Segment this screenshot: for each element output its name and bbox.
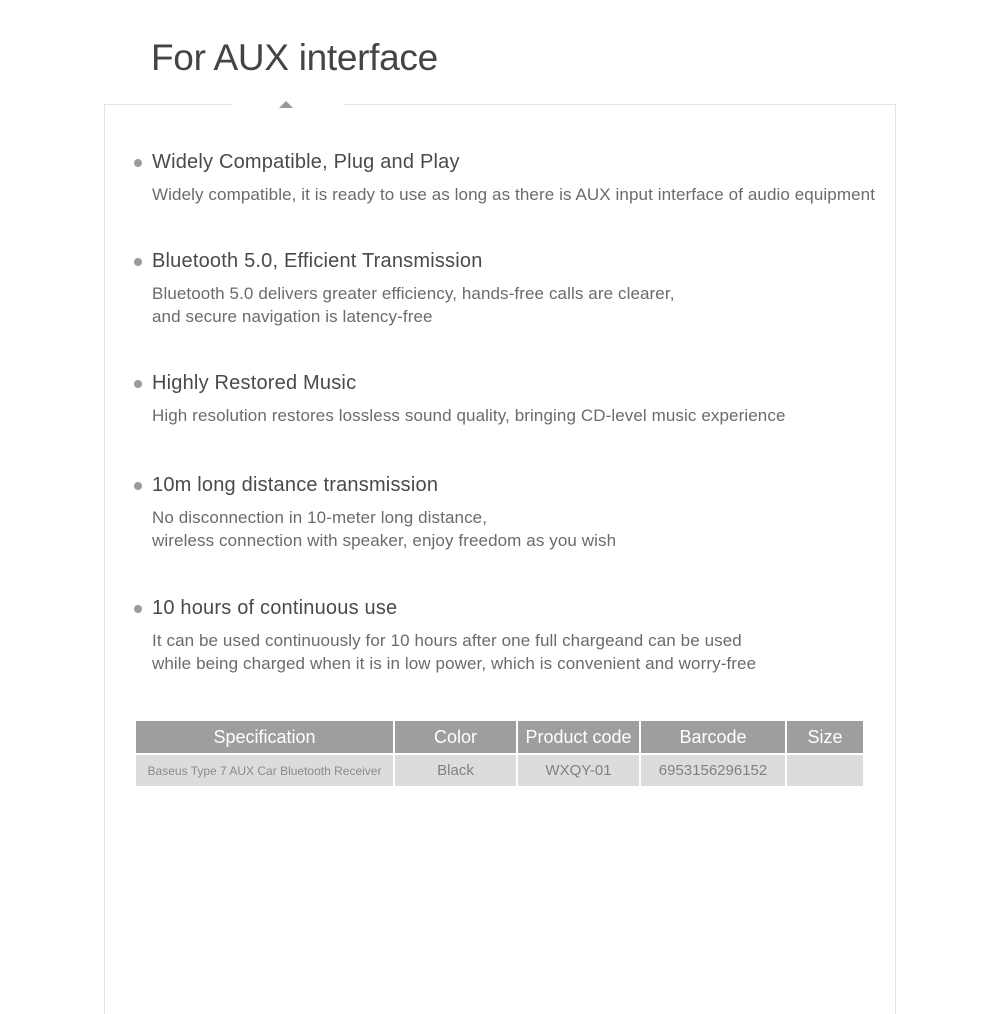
panel-notch-arrow-icon <box>279 101 293 108</box>
cell-size <box>787 755 863 786</box>
specification-table <box>134 719 865 788</box>
feature-description-line: Bluetooth 5.0 delivers greater efficiency, hands-free calls are clearer, <box>152 284 675 303</box>
feature-description <box>152 183 875 206</box>
header-color: Color <box>395 721 516 753</box>
feature-description-line: while being charged when it is in low power, which is convenient and worry-free <box>152 654 757 673</box>
feature-description-line: Widely compatible, it is ready to use as long as there is AUX input interface of audio equipment <box>152 185 876 204</box>
bullet-icon <box>134 482 142 490</box>
content-panel <box>104 104 896 1014</box>
header-barcode: Barcode <box>641 721 785 753</box>
feature-description-line: wireless connection with speaker, enjoy freedom as you wish <box>152 531 617 550</box>
bullet-icon <box>134 380 142 388</box>
feature-description <box>152 282 675 328</box>
cell-product-code: WXQY-01 <box>518 755 639 786</box>
cell-barcode: 6953156296152 <box>641 755 785 786</box>
feature-heading: 10m long distance transmission <box>152 474 439 496</box>
bullet-icon <box>134 258 142 266</box>
table-header-row <box>136 721 863 753</box>
feature-description-line: and secure navigation is latency-free <box>152 307 433 326</box>
feature-description <box>152 629 756 675</box>
bullet-icon <box>134 159 142 167</box>
table-row <box>136 755 863 786</box>
feature-heading: 10 hours of continuous use <box>152 597 398 619</box>
cell-specification: Baseus Type 7 AUX Car Bluetooth Receiver <box>136 755 393 786</box>
feature-description <box>152 404 786 427</box>
page-title: For AUX interface <box>151 37 438 78</box>
feature-heading: Widely Compatible, Plug and Play <box>152 151 460 173</box>
feature-description <box>152 506 616 552</box>
feature-description-line: High resolution restores lossless sound quality, bringing CD-level music experience <box>152 406 786 425</box>
bullet-icon <box>134 605 142 613</box>
feature-heading: Bluetooth 5.0, Efficient Transmission <box>152 250 483 272</box>
header-specification: Specification <box>136 721 393 753</box>
header-size: Size <box>787 721 863 753</box>
header-product-code: Product code <box>518 721 639 753</box>
feature-description-line: It can be used continuously for 10 hours after one full chargeand can be used <box>152 631 742 650</box>
feature-description-line: No disconnection in 10-meter long distance, <box>152 508 488 527</box>
feature-heading: Highly Restored Music <box>152 372 357 394</box>
cell-color: Black <box>395 755 516 786</box>
